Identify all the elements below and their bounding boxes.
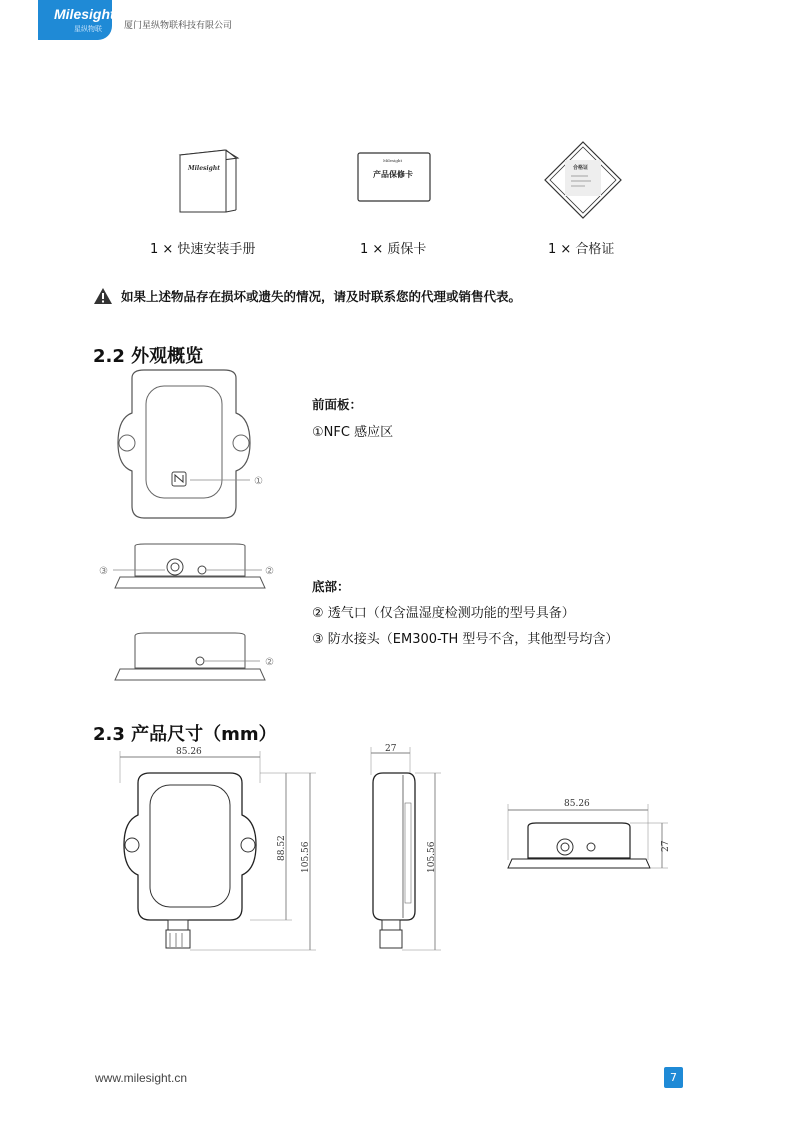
manual-art-text: Milesight (188, 165, 221, 172)
dimension-front-drawing (110, 743, 325, 958)
bottom-item-connector: ③ 防水接头（EM300-TH 型号不含，其他型号均含） (312, 632, 619, 647)
manual-booklet-icon (170, 140, 250, 220)
dim-width-bottom: 85.26 (564, 799, 590, 809)
warranty-art-text: 产品保修卡 (373, 169, 413, 179)
warning-text: 如果上述物品存在损坏或遗失的情况，请及时联系您的代理或销售代表。 (121, 289, 522, 304)
warranty-card-icon (355, 150, 435, 205)
dim-width-front: 85.26 (176, 747, 202, 757)
front-panel-item-nfc: ①NFC 感应区 (312, 425, 394, 440)
footer-url[interactable]: www.milesight.cn (95, 1071, 188, 1085)
bottom-view-connector-drawing (95, 540, 285, 595)
callout-1: ① (254, 476, 263, 487)
package-caption-warranty: 1 × 质保卡 (360, 242, 427, 257)
dimension-side-drawing (355, 743, 455, 958)
page-number: 7 (664, 1067, 683, 1088)
warning-icon (93, 287, 113, 305)
front-panel-label: 前面板： (312, 397, 363, 412)
certificate-art-text: 合格证 (573, 165, 589, 171)
svg-text:Milesight: Milesight (383, 158, 403, 163)
callout-3: ③ (99, 566, 108, 577)
front-view-drawing (100, 368, 280, 523)
section-title-dimensions: 2.3 产品尺寸（mm） (93, 724, 277, 745)
dim-height-body: 88.52 (277, 835, 287, 861)
bottom-view-plain-drawing (110, 630, 290, 685)
callout-2-top: ② (265, 566, 274, 577)
section-title-appearance: 2.2 外观概览 (93, 346, 204, 367)
dim-height-side: 105.56 (427, 841, 437, 873)
logo-subtitle: 星纵物联 (74, 25, 102, 33)
company-name: 厦门星纵物联科技有限公司 (124, 21, 233, 31)
certificate-icon (543, 140, 623, 220)
dim-depth-bottom: 27 (661, 840, 671, 852)
dim-depth-side: 27 (385, 744, 397, 754)
dimension-bottom-drawing (500, 790, 680, 880)
package-caption-manual: 1 × 快速安装手册 (150, 242, 256, 257)
bottom-label: 底部： (312, 579, 350, 594)
dim-height-total: 105.56 (301, 841, 311, 873)
package-caption-certificate: 1 × 合格证 (548, 242, 615, 257)
callout-2-bottom: ② (265, 657, 274, 668)
logo-name: Milesight (54, 6, 115, 22)
bottom-item-vent: ② 透气口（仅含温湿度检测功能的型号具备） (312, 606, 575, 621)
